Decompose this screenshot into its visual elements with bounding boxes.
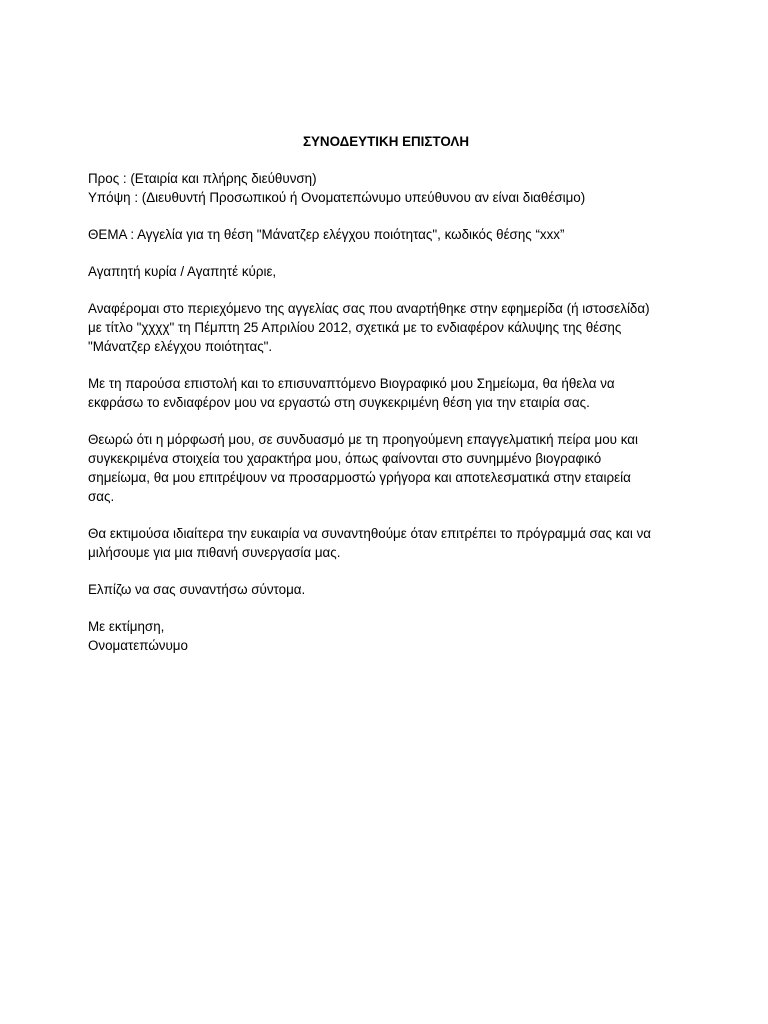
subject-line bbox=[88, 225, 728, 244]
paragraph-line: εκφράσω το ενδιαφέρον μου να εργαστώ στη συγκεκριμένη θέση για την εταιρία σας. bbox=[88, 395, 590, 410]
paragraph-1 bbox=[88, 299, 728, 356]
paragraph-line: μιλήσουμε για μια πιθανή συνεργασία μας. bbox=[88, 545, 341, 560]
paragraph-line: Θεωρώ ότι η μόρφωσή μου, σε συνδυασμό με τη προηγούμενη επαγγελματική πείρα μου και bbox=[88, 432, 638, 447]
paragraph-line: "Μάνατζερ ελέγχου ποιότητας". bbox=[88, 339, 273, 354]
paragraph-2 bbox=[88, 374, 728, 412]
signature-name: Ονοματεπώνυμο bbox=[88, 638, 188, 653]
paragraph-3 bbox=[88, 430, 728, 506]
paragraph-line: συγκεκριμένα στοιχεία του χαρακτήρα μου, όπως φαίνονται στο συνημμένο βιογραφικό bbox=[88, 451, 602, 466]
sign-off: Με εκτίμηση, bbox=[88, 619, 165, 634]
paragraph-4 bbox=[88, 524, 728, 562]
paragraph-line: Με τη παρούσα επιστολή και το επισυναπτόμενο Βιογραφικό μου Σημείωμα, θα ήθελα να bbox=[88, 376, 615, 391]
recipient-block bbox=[88, 169, 728, 207]
paragraph-line: με τίτλο "χχχχ" τη Πέμπτη 25 Απριλίου 2012, σχετικά με το ενδιαφέρον κάλυψης της θέσης bbox=[88, 320, 622, 335]
letter-title: ΣΥΝΟΔΕΥΤΙΚΗ ΕΠΙΣΤΟΛΗ bbox=[302, 134, 470, 149]
letter-page bbox=[88, 132, 728, 673]
paragraph-line: Θα εκτιμούσα ιδιαίτερα την ευκαιρία να συναντηθούμε όταν επιτρέπει το πρόγραμμά σας και να bbox=[88, 526, 652, 541]
paragraph-line: σημείωμα, θα μου επιτρέψουν να προσαρμοστώ γρήγορα και αποτελεσματικά στην εταιρεία bbox=[88, 470, 631, 485]
subject-text: ΘΕΜΑ : Αγγελία για τη θέση "Μάνατζερ ελέγχου ποιότητας", κωδικός θέσης “xxx” bbox=[88, 227, 565, 242]
closing-hope bbox=[88, 580, 728, 599]
signature-block bbox=[88, 617, 728, 655]
closing-hope-text: Ελπίζω να σας συναντήσω σύντομα. bbox=[88, 582, 306, 597]
salutation-text: Αγαπητή κυρία / Αγαπητέ κύριε, bbox=[88, 264, 277, 279]
to-line: Προς : (Εταιρία και πλήρης διεύθυνση) bbox=[88, 171, 317, 186]
paragraph-line: Αναφέρομαι στο περιεχόμενο της αγγελίας σας που αναρτήθηκε στην εφημερίδα (ή ιστοσελίδα) bbox=[88, 301, 650, 316]
attention-line: Υπόψη : (Διευθυντή Προσωπικού ή Ονοματεπώνυμο υπεύθυνου αν είναι διαθέσιμο) bbox=[88, 190, 586, 205]
salutation bbox=[88, 262, 728, 281]
paragraph-line: σας. bbox=[88, 489, 115, 504]
